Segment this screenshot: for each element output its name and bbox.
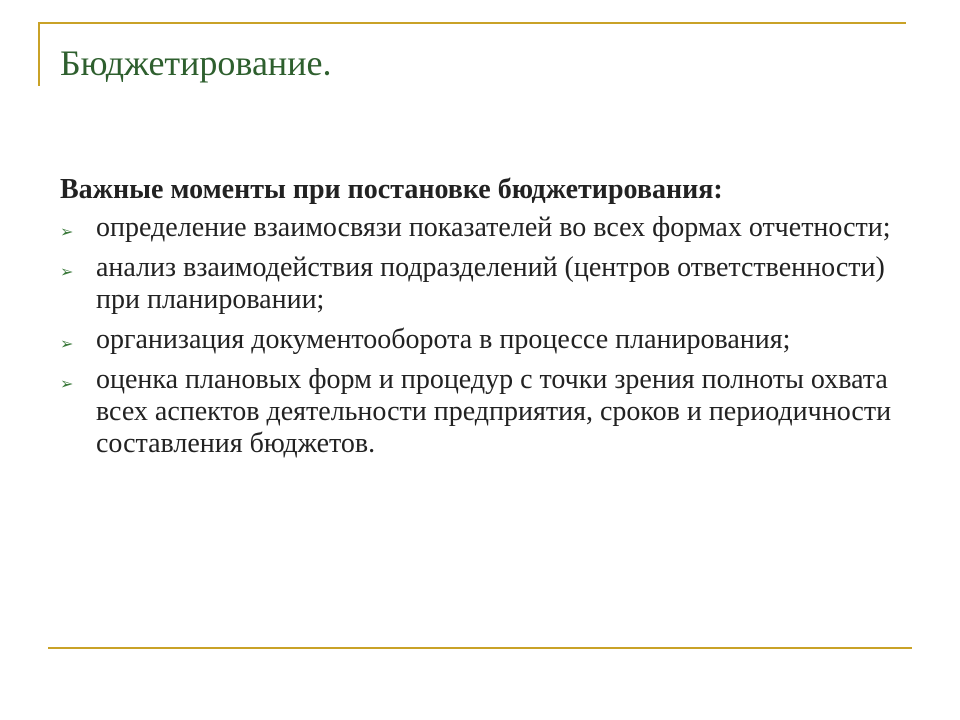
arrow-bullet-icon: ➢ [60, 262, 74, 281]
arrow-bullet-icon: ➢ [60, 222, 74, 241]
bullet-list [60, 212, 900, 460]
list-item-text: организация документооборота в процессе планирования; [96, 324, 791, 355]
list-item [60, 212, 900, 244]
list-item [60, 364, 900, 460]
frame-left-line [38, 22, 40, 86]
slide-title: Бюджетирование. [60, 43, 332, 83]
slide-content [60, 174, 900, 468]
list-item-text: анализ взаимодействия подразделений (центров ответственности) при планировании; [96, 252, 885, 315]
list-item-text: определение взаимосвязи показателей во всех формах отчетности; [96, 212, 891, 243]
arrow-bullet-icon: ➢ [60, 374, 74, 393]
list-item [60, 324, 900, 356]
list-item [60, 252, 900, 316]
content-heading: Важные моменты при постановке бюджетирования: [60, 174, 723, 205]
arrow-bullet-icon: ➢ [60, 334, 74, 353]
frame-top-line [38, 22, 906, 24]
frame-bottom-line [48, 647, 912, 649]
list-item-text: оценка плановых форм и процедур с точки зрения полноты охвата всех аспектов деятельности предприятия, сроков и периодичности составления бюджетов. [96, 364, 892, 459]
